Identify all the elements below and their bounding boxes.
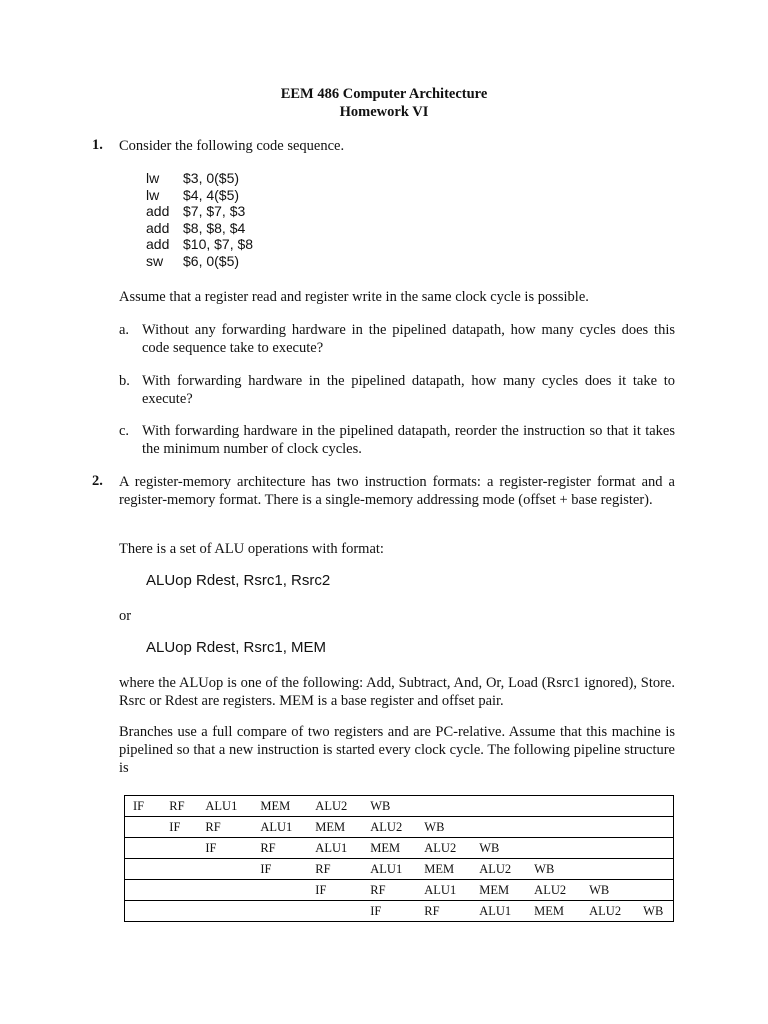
pipeline-stage-cell: RF — [362, 880, 416, 901]
pipeline-stage-cell — [161, 859, 197, 880]
pipeline-stage-cell — [125, 880, 162, 901]
pipeline-stage-cell: IF — [252, 859, 307, 880]
pipeline-stage-cell — [471, 796, 526, 817]
pipeline-stage-cell: RF — [416, 901, 471, 922]
pipeline-stage-cell: WB — [471, 838, 526, 859]
pipeline-stage-cell — [125, 838, 162, 859]
pipeline-stage-cell: ALU2 — [362, 817, 416, 838]
pipeline-stage-cell: WB — [526, 859, 581, 880]
code-line — [146, 253, 253, 270]
instruction-format-memory: ALUop Rdest, Rsrc1, MEM — [146, 639, 327, 656]
pipeline-stage-cell — [416, 796, 471, 817]
pipeline-stage-cell: ALU2 — [526, 880, 581, 901]
pipeline-stage-cell — [161, 880, 197, 901]
pipeline-row — [125, 796, 674, 817]
part-label: b. — [119, 373, 130, 389]
pipeline-row — [125, 838, 674, 859]
code-opcode: lw — [146, 186, 160, 203]
pipeline-stage-cell: MEM — [526, 901, 581, 922]
pipeline-stage-cell — [635, 859, 673, 880]
question-2-number: 2. — [92, 473, 103, 489]
pipeline-stage-cell — [581, 859, 635, 880]
pipeline-stage-cell: RF — [197, 817, 252, 838]
part-text: Without any forwarding hardware in the pipelined datapath, how many cycles does this code sequence take to execute? — [142, 322, 675, 356]
part-text: With forwarding hardware in the pipelined datapath, reorder the instruction so that it takes the minimum number of clock cycles. — [142, 423, 675, 457]
question-1-intro: Consider the following code sequence. — [119, 138, 345, 154]
part-text: With forwarding hardware in the pipelined datapath, how many cycles does it take to execute? — [142, 373, 675, 407]
question-1-part-c — [119, 422, 675, 458]
code-opcode: add — [146, 236, 170, 252]
pipeline-stage-cell — [197, 880, 252, 901]
pipeline-stage-cell: ALU2 — [581, 901, 635, 922]
part-label: a. — [119, 322, 130, 338]
pipeline-stage-cell: ALU1 — [197, 796, 252, 817]
pipeline-stage-cell: ALU1 — [307, 838, 362, 859]
pipeline-stage-cell — [581, 838, 635, 859]
pipeline-stage-cell — [197, 901, 252, 922]
pipeline-row — [125, 859, 674, 880]
code-line — [146, 187, 253, 204]
pipeline-stage-cell: WB — [362, 796, 416, 817]
pipeline-stage-cell: MEM — [307, 817, 362, 838]
pipeline-stage-cell — [635, 796, 673, 817]
code-operands: $10, $7, $8 — [183, 236, 254, 252]
pipeline-stage-cell — [197, 859, 252, 880]
code-line — [146, 236, 253, 253]
code-operands: $3, 0($5) — [183, 170, 240, 186]
code-opcode: lw — [146, 170, 160, 186]
pipeline-table-body — [125, 796, 674, 922]
code-opcode: sw — [146, 252, 164, 269]
question-1-number: 1. — [92, 137, 103, 153]
pipeline-stage-cell: RF — [307, 859, 362, 880]
question-2-paragraph-1: A register-memory architecture has two instruction formats: a register-register format and a register-memory format. There is a single-memory addressing mode (offset + base register). — [119, 474, 675, 508]
code-line — [146, 220, 253, 237]
pipeline-stage-cell — [471, 817, 526, 838]
pipeline-stage-cell — [125, 859, 162, 880]
document-title: EEM 486 Computer Architecture — [280, 86, 488, 102]
pipeline-stage-cell: RF — [161, 796, 197, 817]
code-operands: $6, 0($5) — [183, 252, 240, 269]
question-1-assumption: Assume that a register read and register write in the same clock cycle is possible. — [119, 289, 589, 305]
code-opcode: add — [146, 219, 170, 236]
pipeline-stage-cell: IF — [125, 796, 162, 817]
pipeline-stage-cell: MEM — [416, 859, 471, 880]
pipeline-row — [125, 880, 674, 901]
code-line — [146, 203, 253, 220]
pipeline-stage-cell — [252, 901, 307, 922]
pipeline-stage-cell: ALU1 — [471, 901, 526, 922]
pipeline-stage-cell: WB — [581, 880, 635, 901]
pipeline-stage-cell — [307, 901, 362, 922]
pipeline-stage-cell — [635, 817, 673, 838]
code-line — [146, 170, 253, 187]
pipeline-stage-cell: IF — [161, 817, 197, 838]
pipeline-stage-cell: RF — [252, 838, 307, 859]
pipeline-stage-cell — [581, 817, 635, 838]
pipeline-stage-cell: MEM — [252, 796, 307, 817]
question-2-paragraph-3: where the ALUop is one of the following: Add, Subtract, And, Or, Load (Rsrc1 ignored), Store. Rsrc or Rdest are registers. MEM is a base register and offset pair. — [119, 675, 675, 709]
pipeline-stage-cell — [581, 796, 635, 817]
question-2-paragraph-2: There is a set of ALU operations with format: — [119, 541, 384, 557]
pipeline-stage-cell: WB — [635, 901, 673, 922]
document-subtitle: Homework VI — [339, 104, 429, 120]
pipeline-stage-cell — [125, 817, 162, 838]
pipeline-stage-cell: IF — [362, 901, 416, 922]
pipeline-stage-cell: MEM — [471, 880, 526, 901]
code-opcode: add — [146, 203, 170, 219]
pipeline-stage-cell: MEM — [362, 838, 416, 859]
code-sequence — [146, 170, 253, 269]
code-operands: $7, $7, $3 — [183, 203, 246, 219]
pipeline-stage-cell: ALU2 — [416, 838, 471, 859]
instruction-format-register: ALUop Rdest, Rsrc1, Rsrc2 — [146, 572, 331, 589]
pipeline-stage-cell — [635, 880, 673, 901]
pipeline-stage-cell — [125, 901, 162, 922]
part-label: c. — [119, 423, 130, 439]
format-or: or — [119, 608, 132, 624]
pipeline-stage-cell: ALU1 — [252, 817, 307, 838]
pipeline-stage-cell — [161, 838, 197, 859]
pipeline-stage-cell — [526, 838, 581, 859]
pipeline-stage-cell: WB — [416, 817, 471, 838]
pipeline-stage-cell: ALU1 — [416, 880, 471, 901]
pipeline-stage-cell — [252, 880, 307, 901]
question-2-paragraph-4: Branches use a full compare of two registers and are PC-relative. Assume that this machine is pipelined so that a new instruction is started every clock cycle. The following pipeline structure is — [119, 724, 675, 776]
code-operands: $4, 4($5) — [183, 186, 240, 203]
pipeline-stage-cell — [526, 817, 581, 838]
pipeline-table — [124, 795, 674, 922]
pipeline-row — [125, 817, 674, 838]
pipeline-stage-cell: ALU2 — [307, 796, 362, 817]
pipeline-stage-cell — [635, 838, 673, 859]
pipeline-stage-cell: ALU2 — [471, 859, 526, 880]
pipeline-stage-cell — [161, 901, 197, 922]
code-operands: $8, $8, $4 — [183, 219, 246, 236]
pipeline-stage-cell — [526, 796, 581, 817]
pipeline-stage-cell: IF — [307, 880, 362, 901]
question-1-part-a — [119, 321, 675, 357]
pipeline-stage-cell: ALU1 — [362, 859, 416, 880]
pipeline-row — [125, 901, 674, 922]
question-1-part-b — [119, 372, 675, 408]
pipeline-stage-cell: IF — [197, 838, 252, 859]
